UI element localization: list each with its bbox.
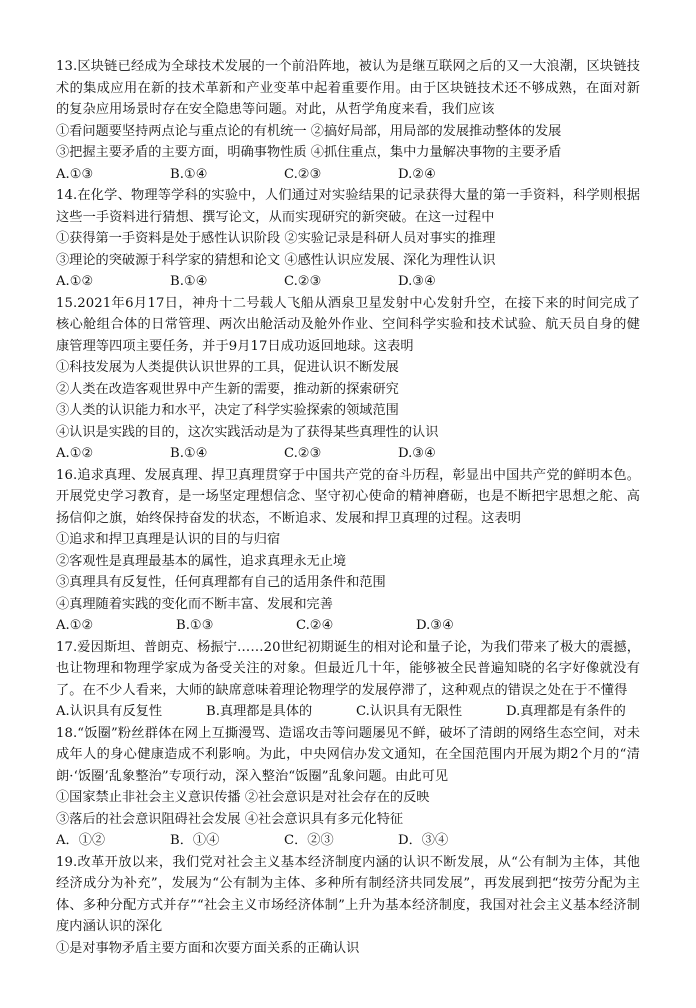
choice-item: ②人类在改造客观世界中产生新的需要，推动新的探索研究	[56, 381, 399, 397]
choice-item: ③真理具有反复性，任何真理都有自己的适用条件和范围	[56, 575, 386, 590]
answer-options	[56, 164, 640, 186]
option-d: D.②④	[398, 166, 436, 182]
option-b: B.①③	[176, 618, 214, 633]
choice-item: ①是对事物矛盾主要方面和次要方面关系的正确认识	[56, 940, 360, 956]
option-c: C．②③	[284, 833, 334, 848]
answer-options	[56, 830, 640, 852]
question-stem: 18.“饭圈”粉丝群体在网上互撕漫骂、造谣攻击等问题屡见不鲜，破坏了清朗的网络生态空间，对未成年人的身心健康造成不利影响。为此，中央网信办发文通知，在全国范围内开展为期2个月的“清朗·‘饭圈’乱象整治”专项行动，深入整治“饭圈”乱象问题。由此可见	[56, 725, 640, 784]
question-15	[56, 293, 640, 465]
question-stem: 13.区块链已经成为全球技术发展的一个前沿阵地，被认为是继互联网之后的又一大浪潮，区块链技术的集成应用在新的技术革新和产业变革中起着重要作用。由于区块链技术还不够成熟，在面对新的复杂应用场景时存在安全隐患等问题。对此，从哲学角度来看，我们应该	[56, 59, 640, 117]
question-13	[56, 56, 640, 185]
choice-item: ④真理随着实践的变化而不断丰富、发展和完善	[56, 596, 333, 612]
question-stem: 16.追求真理、发展真理、捍卫真理贯穿于中国共产党的奋斗历程，彰显出中国共产党的鲜明本色。开展党史学习教育，是一场坚定理想信念、坚守初心使命的精神磨砺，也是不断把宇思想之舵、高扬信仰之旗，始终保持奋发的状态，不断追求、发展和捍卫真理的过程。这表明	[56, 467, 640, 526]
question-stem: 15.2021年6月17日，神舟十二号载人飞船从酒泉卫星发射中心发射升空，在接下来的时间完成了核心舱组合体的日常管理、两次出舱活动及舱外作业、空间科学实验和技术试验、航天员自身的健康管理等四项主要任务，并于9月17日成功返回地球。这表明	[56, 295, 640, 354]
option-a: A.①②	[56, 618, 94, 633]
answer-options	[56, 615, 640, 637]
choice-item: ①获得第一手资料是处于感性认识阶段 ②实验记录是科研人员对事实的推理	[56, 231, 496, 246]
option-a: A.①③	[56, 166, 94, 182]
option-d: D.③④	[398, 274, 436, 289]
choice-item: ①国家禁止非社会主义意识传播 ②社会意识是对社会存在的反映	[56, 790, 430, 805]
option-d: D.真理都是有条件的	[506, 704, 626, 719]
choice-item: ④认识是实践的目的，这次实践活动是为了获得某些真理性的认识	[56, 424, 439, 440]
option-d: D．③④	[398, 833, 449, 848]
choice-item: ①追求和捍卫真理是认识的目的与归宿	[56, 532, 281, 547]
answer-options	[56, 271, 640, 293]
option-c: C.②③	[284, 274, 322, 289]
question-stem: 19.改革开放以来，我们党对社会主义基本经济制度内涵的认识不断发展，从“公有制为主体，其他经济成分为补充”，发展为“公有制为主体、多种所有制经济共同发展”，再发展到把“按劳分配为主体、多种分配方式并存”“社会主义市场经济体制”上升为基本经济制度，我国对社会主义基本经济制度内涵认识的深化	[56, 854, 640, 934]
option-c: C.②③	[284, 446, 322, 461]
question-stem: 17.爱因斯坦、普朗克、杨振宁……20世纪初期诞生的相对论和量子论，为我们带来了极大的震撼，也让物理和物理学家成为备受关注的对象。但最近几十年，能够被全民普遍知晓的名字好像就没有了。在不少人看来，大师的缺席意味着理论物理学的发展停滞了，这种观点的错误之处在于不懂得	[56, 639, 640, 698]
option-a: A.①②	[56, 446, 94, 461]
option-b: B．①④	[170, 833, 220, 848]
choice-item: ③理论的突破源于科学家的猜想和论文 ④感性认识应发展、深化为理性认识	[56, 252, 496, 268]
option-a: A.①②	[56, 274, 94, 289]
choice-item: ①看问题要坚持两点论与重点论的有机统一 ②搞好局部，用局部的发展推动整体的发展	[56, 123, 562, 139]
question-14	[56, 185, 640, 293]
choice-item: ③人类的认识能力和水平，决定了科学实验探索的领域范围	[56, 403, 399, 418]
option-c: C.②③	[284, 166, 322, 182]
choice-item: ②客观性是真理最基本的属性，追求真理永无止境	[56, 553, 347, 569]
answer-options	[56, 701, 640, 723]
choice-item: ③落后的社会意识阻碍社会发展 ④社会意识具有多元化特征	[56, 811, 404, 827]
option-a: A.认识具有反复性	[56, 704, 163, 719]
question-18	[56, 723, 640, 852]
choice-item: ①科技发展为人类提供认识世界的工具，促进认识不断发展	[56, 360, 399, 375]
question-19	[56, 852, 640, 960]
option-a: A．①②	[56, 833, 106, 848]
exam-page	[56, 56, 640, 959]
option-c: C.②④	[296, 618, 334, 633]
question-16	[56, 465, 640, 637]
option-b: B.真理都是具体的	[206, 704, 313, 719]
question-17	[56, 637, 640, 723]
option-d: D.③④	[398, 446, 436, 461]
question-stem: 14.在化学、物理等学科的实验中，人们通过对实验结果的记录获得大量的第一手资料，科学则根据这些一手资料进行猜想、撰写论文，从而实现研究的新突破。在这一过程中	[56, 188, 640, 225]
answer-options	[56, 443, 640, 465]
option-b: B.①④	[170, 166, 208, 182]
choice-item: ③把握主要矛盾的主要方面，明确事物性质 ④抓住重点，集中力量解决事物的主要矛盾	[56, 145, 562, 160]
option-b: B.①④	[170, 274, 208, 289]
option-c: C.认识具有无限性	[356, 704, 463, 719]
option-d: D.③④	[416, 618, 454, 633]
option-b: B.①④	[170, 446, 208, 461]
